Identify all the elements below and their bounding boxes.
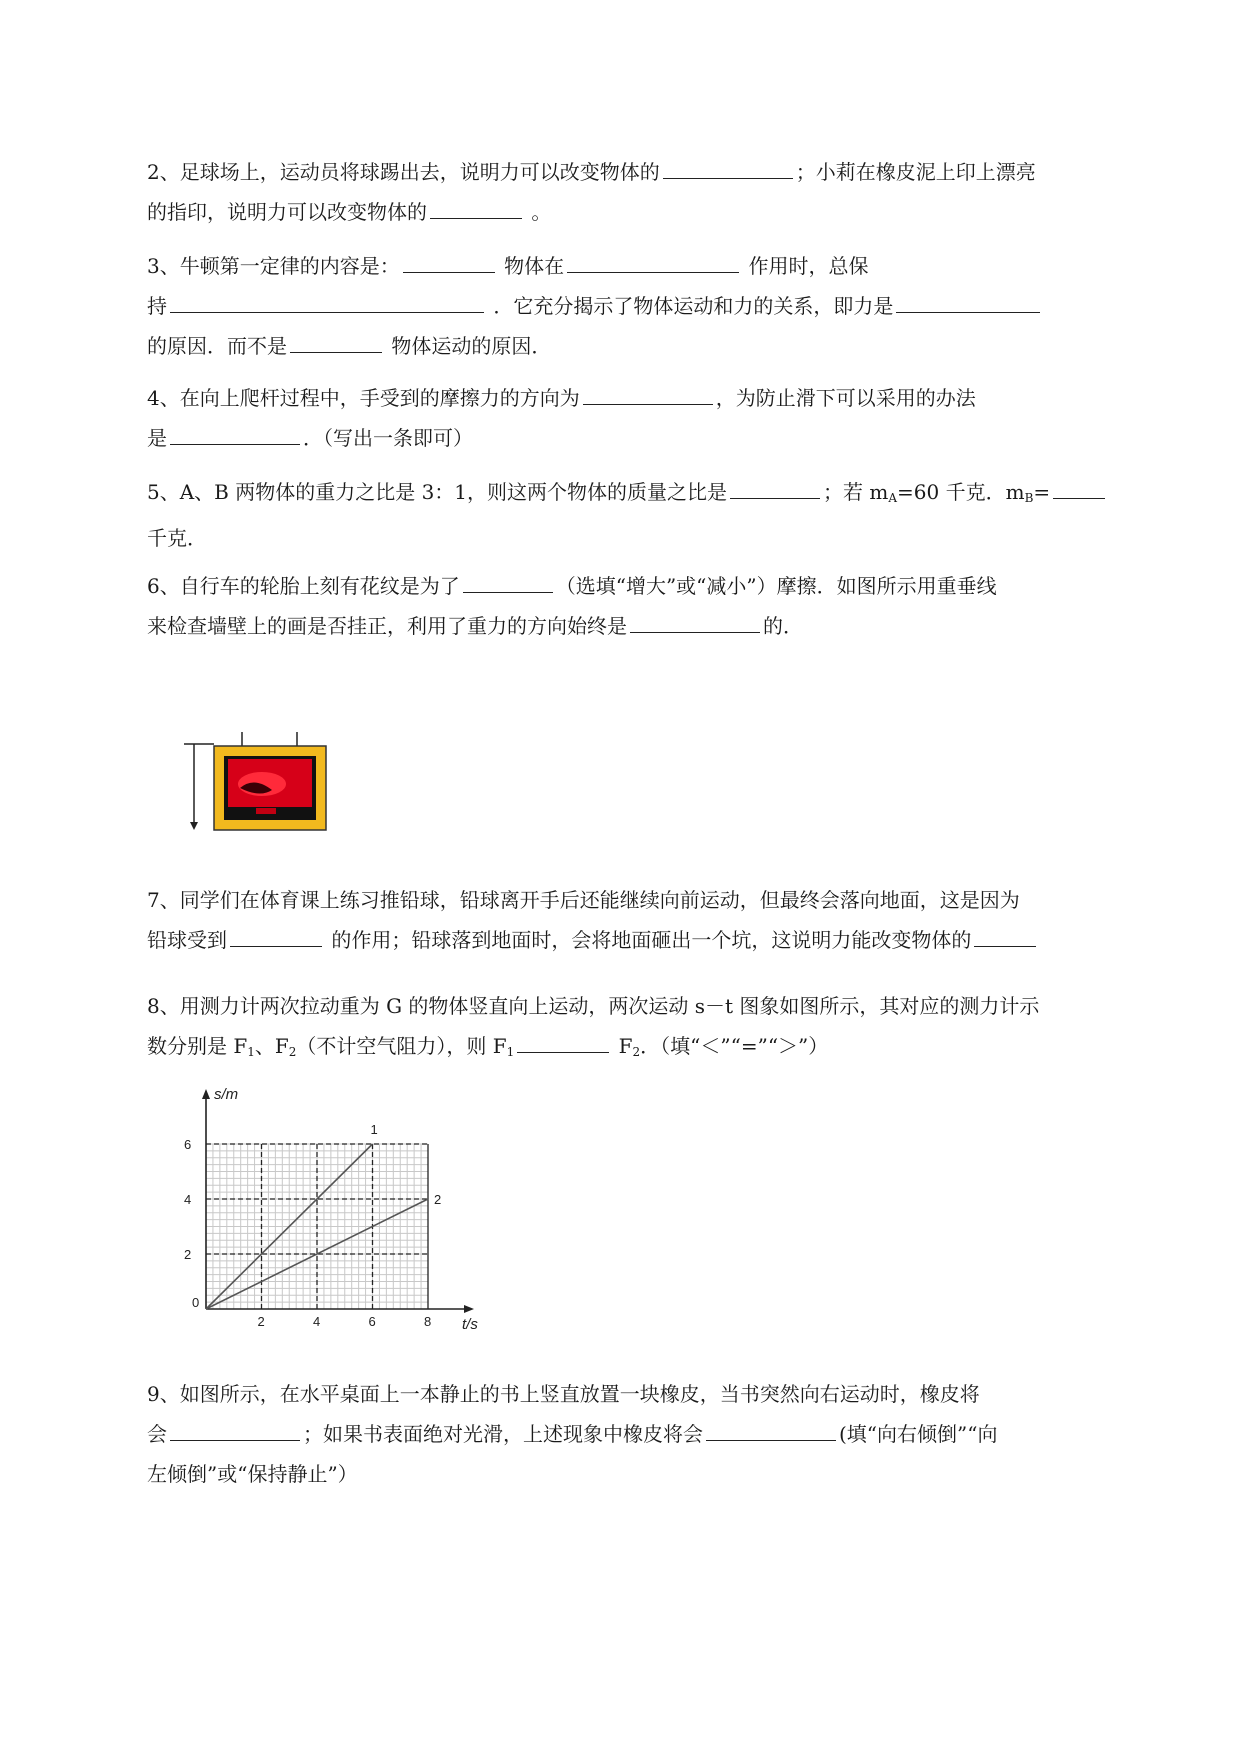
answer-blank[interactable]: [567, 250, 739, 273]
question-2: 2、足球场上，运动员将球踢出去，说明力可以改变物体的 ；小莉在橡皮泥上印上漂亮 的指印，说明力可以改变物体的 。: [147, 152, 1157, 232]
x-tick-label: 8: [424, 1314, 432, 1329]
question-5: 5、A、B 两物体的重力之比是 3：1，则这两个物体的质量之比是 ；若 $m_A=60$ 千克．$m_B=$ 千克．: [147, 472, 1157, 558]
answer-blank[interactable]: [170, 1418, 300, 1441]
question-9: 9、如图所示，在水平桌面上一本静止的书上竖直放置一块橡皮，当书突然向右运动时，橡皮将 会 ；如果书表面绝对光滑，上述现象中橡皮将会 (填“向右倾倒”“向 左倾倒”或“保持静止”）: [147, 1382, 998, 1486]
s-t-graph: [180, 1085, 500, 1340]
y-axis-arrow-icon: [202, 1089, 210, 1099]
x-tick-label: 4: [313, 1314, 321, 1329]
answer-blank[interactable]: [430, 196, 522, 219]
answer-blank[interactable]: [896, 290, 1040, 313]
question-6: 6、自行车的轮胎上刻有花纹是为了 （选填“增大”或“减小”）摩擦．如图所示用重垂线 来检查墙壁上的画是否挂正，利用了重力的方向始终是 的．: [147, 566, 1157, 646]
y-tick-label: 6: [184, 1137, 192, 1152]
question-7: 7、同学们在体育课上练习推铅球，铅球离开手后还能继续向前运动，但最终会落向地面，这是因为 铅球受到 的作用；铅球落到地面时，会将地面砸出一个坑，这说明力能改变物体的: [147, 880, 1157, 960]
answer-blank[interactable]: [290, 330, 382, 353]
answer-blank[interactable]: [706, 1418, 836, 1441]
answer-blank[interactable]: [663, 156, 793, 179]
answer-blank[interactable]: [230, 924, 322, 947]
question-4: 4、在向上爬杆过程中，手受到的摩擦力的方向为 ，为防止滑下可以采用的办法 是 ．（写出一条即可）: [147, 378, 1157, 458]
x-axis-arrow-icon: [464, 1305, 474, 1313]
answer-blank[interactable]: [170, 290, 484, 313]
question-3: 3、牛顿第一定律的内容是： 物体在 作用时，总保 持 ．它充分揭示了物体运动和力的关系，即力是 的原因．而不是 物体运动的原因．: [147, 246, 1157, 366]
answer-blank[interactable]: [730, 476, 820, 499]
question-8: 8、用测力计两次拉动重为 G 的物体竖直向上运动，两次运动 s－t 图象如图所示，其对应的测力计示 数分别是 $F_1$、$F_2$（不计空气阻力），则 $F_1$ $F_2$．（填“＜”“=”“＞”）: [147, 994, 1040, 1059]
answer-blank[interactable]: [974, 924, 1036, 947]
y-tick-label: 2: [184, 1247, 192, 1262]
answer-blank[interactable]: [630, 610, 760, 633]
hanging-picture-figure: [176, 724, 340, 838]
answer-blank[interactable]: [1053, 476, 1105, 499]
x-tick-label: 6: [368, 1314, 376, 1329]
answer-blank[interactable]: [583, 382, 713, 405]
answer-blank[interactable]: [517, 1030, 609, 1053]
series-label: 1: [370, 1122, 378, 1137]
answer-blank[interactable]: [403, 250, 495, 273]
series-label: 2: [434, 1192, 442, 1207]
x-axis-label: t/s: [462, 1316, 478, 1333]
answer-blank[interactable]: [463, 570, 553, 593]
answer-blank[interactable]: [170, 422, 300, 445]
y-axis-label: s/m: [214, 1086, 239, 1103]
y-tick-label: 4: [184, 1192, 192, 1207]
x-tick-label: 2: [257, 1314, 265, 1329]
x-tick-label: 0: [192, 1295, 200, 1310]
